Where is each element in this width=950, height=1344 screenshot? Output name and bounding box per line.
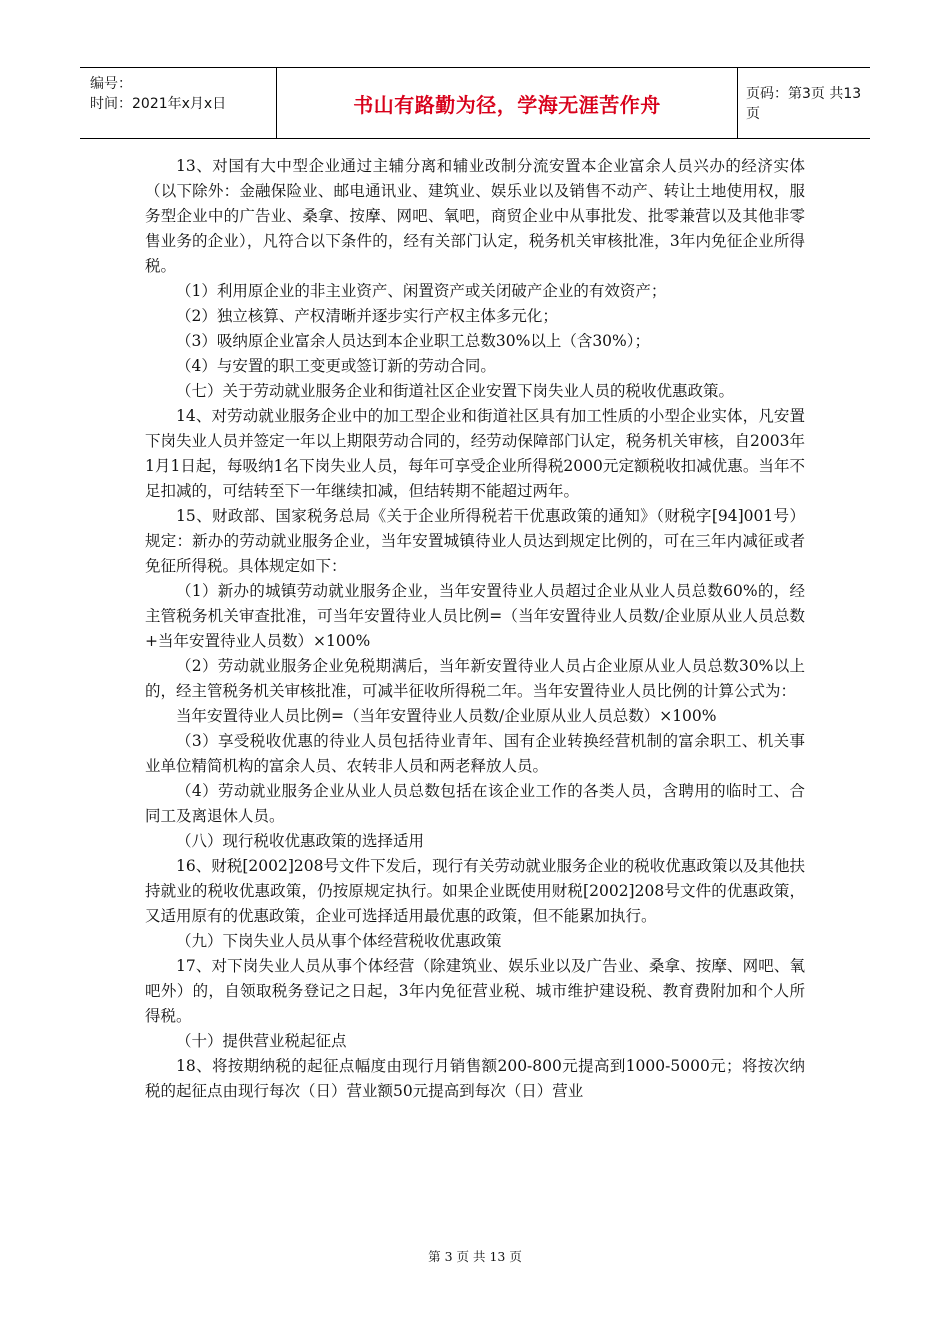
document-header	[80, 67, 870, 139]
paragraph: 18、将按期纳税的起征点幅度由现行月销售额200-800元提高到1000-5000元；将按次纳税的起征点由现行每次（日）营业额50元提高到每次（日）营业	[145, 1057, 805, 1100]
paragraph: （3）享受税收优惠的待业人员包括待业青年、国有企业转换经营机制的富余职工、机关事业单位精简机构的富余人员、农转非人员和两老释放人员。	[145, 732, 805, 775]
paragraph: （2）劳动就业服务企业免税期满后，当年新安置待业人员占企业原从业人员总数30%以上的，经主管税务机关审核批准，可减半征收所得税二年。当年安置待业人员比例的计算公式为：	[145, 657, 805, 700]
paragraph: （2）独立核算、产权清晰并逐步实行产权主体多元化；	[176, 307, 558, 325]
paragraph: （4）劳动就业服务企业从业人员总数包括在该企业工作的各类人员，含聘用的临时工、合同工及离退休人员。	[145, 782, 805, 825]
section-heading: （八）现行税收优惠政策的选择适用	[176, 832, 425, 850]
document-time-label: 时间：2021年x月x日	[90, 96, 227, 112]
header-slogan: 书山有路勤为径，学海无涯苦作舟	[277, 68, 738, 138]
paragraph: 17、对下岗失业人员从事个体经营（除建筑业、娱乐业以及广告业、桑拿、按摩、网吧、氧吧外）的，自领取税务登记之日起，3年内免征营业税、城市维护建设税、教育费附加和个人所得税。	[145, 957, 805, 1025]
paragraph: 15、财政部、国家税务总局《关于企业所得税若干优惠政策的通知》（财税字[94]001号）规定：新办的劳动就业服务企业，当年安置城镇待业人员达到规定比例的，可在三年内减征或者免征所得税。具体规定如下：	[145, 507, 805, 575]
paragraph: 16、财税[2002]208号文件下发后，现行有关劳动就业服务企业的税收优惠政策以及其他扶持就业的税收优惠政策，仍按原规定执行。如果企业既使用财税[2002]208号文件的优惠政策，又适用原有的优惠政策，企业可选择适用最优惠的政策，但不能累加执行。	[145, 857, 805, 925]
paragraph: 13、对国有大中型企业通过主辅分离和辅业改制分流安置本企业富余人员兴办的经济实体（以下除外：金融保险业、邮电通讯业、建筑业、娱乐业以及销售不动产、转让土地使用权，服务型企业中的广告业、桑拿、按摩、网吧、氧吧，商贸企业中从事批发、批零兼营以及其他非零售业务的企业），凡符合以下条件的，经有关部门认定，税务机关审核批准，3年内免征企业所得税。	[145, 157, 805, 275]
paragraph: （4）与安置的职工变更或签订新的劳动合同。	[176, 357, 496, 375]
paragraph: （3）吸纳原企业富余人员达到本企业职工总数30%以上（含30%）；	[176, 332, 651, 350]
document-number-label: 编号：	[90, 76, 132, 92]
section-heading: （十）提供营业税起征点	[176, 1032, 347, 1050]
page-footer: 第 3 页 共 13 页	[428, 1249, 522, 1264]
section-heading: （九）下岗失业人员从事个体经营税收优惠政策	[176, 932, 502, 950]
paragraph: （1）新办的城镇劳动就业服务企业，当年安置待业人员超过企业从业人员总数60%的，经主管税务机关审查批准，可当年安置待业人员比例=（当年安置待业人员数/企业原从业人员总数+当年安置待业人员数）×100%	[145, 582, 805, 650]
section-heading: （七）关于劳动就业服务企业和街道社区企业安置下岗失业人员的税收优惠政策。	[176, 382, 735, 400]
paragraph: 14、对劳动就业服务企业中的加工型企业和街道社区具有加工性质的小型企业实体，凡安置下岗失业人员并签定一年以上期限劳动合同的，经劳动保障部门认定，税务机关审核，自2003年1月1日起，每吸纳1名下岗失业人员，每年可享受企业所得税2000元定额税收扣减优惠。当年不足扣减的，可结转至下一年继续扣减，但结转期不能超过两年。	[145, 407, 805, 500]
document-body	[145, 154, 805, 1104]
formula-paragraph: 当年安置待业人员比例=（当年安置待业人员数/企业原从业人员总数）×100%	[176, 707, 717, 725]
header-page-label: 页码：第3页 共13页	[746, 86, 862, 122]
paragraph: （1）利用原企业的非主业资产、闲置资产或关闭破产企业的有效资产；	[176, 282, 667, 300]
header-info-cell	[80, 68, 277, 138]
